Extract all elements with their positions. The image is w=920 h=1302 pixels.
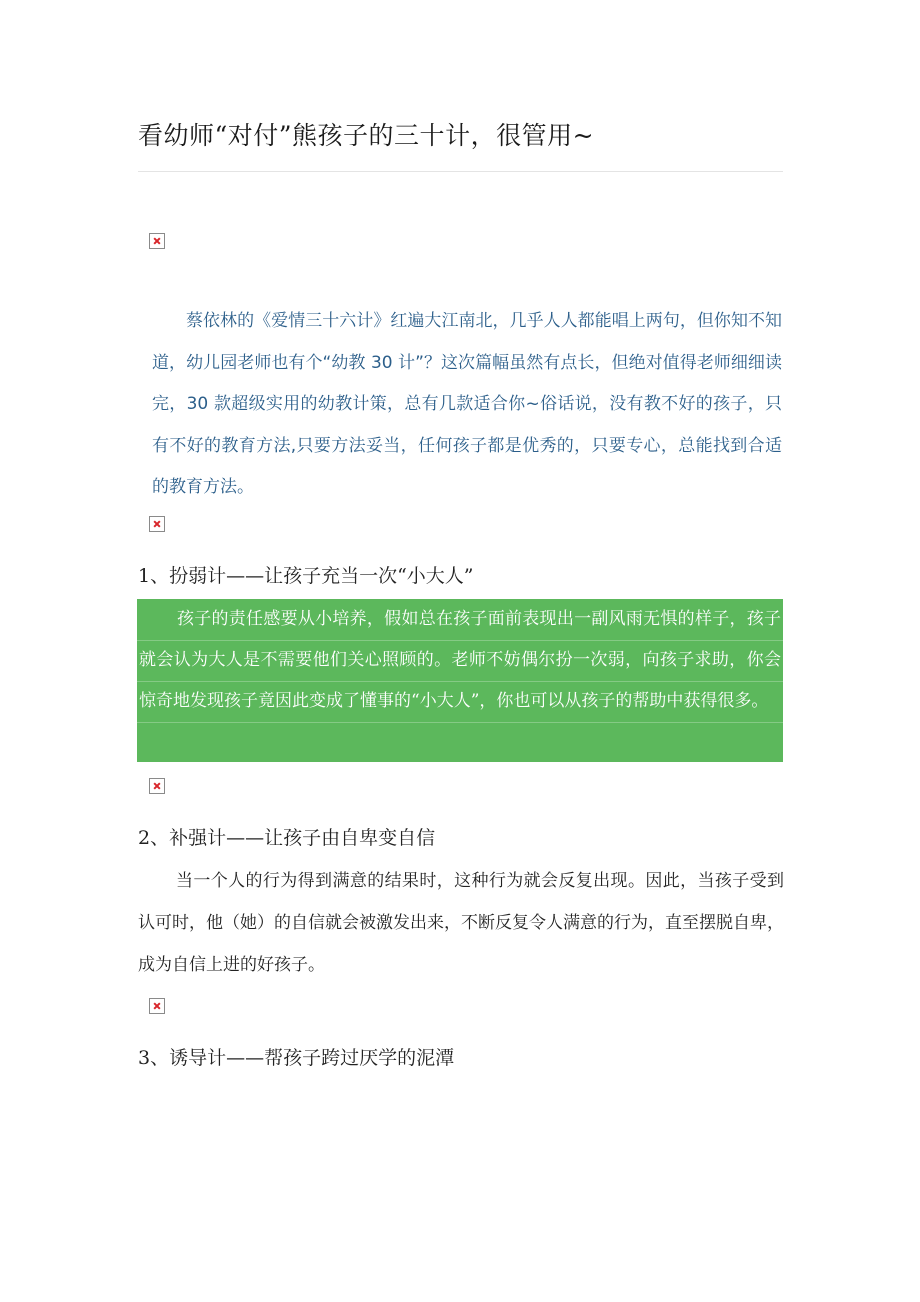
broken-image-icon [149, 998, 165, 1014]
broken-image-icon [149, 778, 165, 794]
broken-image-icon [149, 516, 165, 532]
section-body-2: 当一个人的行为得到满意的结果时，这种行为就会反复出现。因此，当孩子受到认可时，他（她）的自信就会被激发出来，不断反复令人满意的行为，直至摆脱自卑，成为自信上进的好孩子。 [138, 871, 784, 975]
intro-paragraph: 蔡依林的《爱情三十六计》红遍大江南北，几乎人人都能唱上两句，但你知不知道，幼儿园老师也有个“幼教 30 计”？这次篇幅虽然有点长，但绝对值得老师细细读完，30 款超级实用的幼教计策，总有几款适合你~俗话说，没有教不好的孩子，只有不好的教育方法,只要方法妥当，任何孩子都是优秀的，只要专心，总能找到合适的教育方法。 [152, 311, 782, 497]
divider [137, 722, 783, 723]
watermark: www.zixin.com.cn [362, 1203, 788, 1254]
section-heading-3: 3、诱导计——帮孩子跨过厌学的泥潭 [138, 1047, 455, 1069]
section-heading-2: 2、补强计——让孩子由自卑变自信 [138, 827, 436, 849]
broken-image-icon [149, 233, 165, 249]
section-heading-1: 1、扮弱计——让孩子充当一次“小大人” [138, 565, 474, 587]
title-divider [138, 171, 783, 172]
section-body-1: 孩子的责任感要从小培养，假如总在孩子面前表现出一副风雨无惧的样子，孩子就会认为大人是不需要他们关心照顾的。老师不妨偶尔扮一次弱，向孩子求助，你会惊奇地发现孩子竟因此变成了懂事的“小大人”，你也可以从孩子的帮助中获得很多。 [139, 609, 781, 711]
article-title: 看幼师“对付”熊孩子的三十计，很管用~ [138, 121, 595, 150]
